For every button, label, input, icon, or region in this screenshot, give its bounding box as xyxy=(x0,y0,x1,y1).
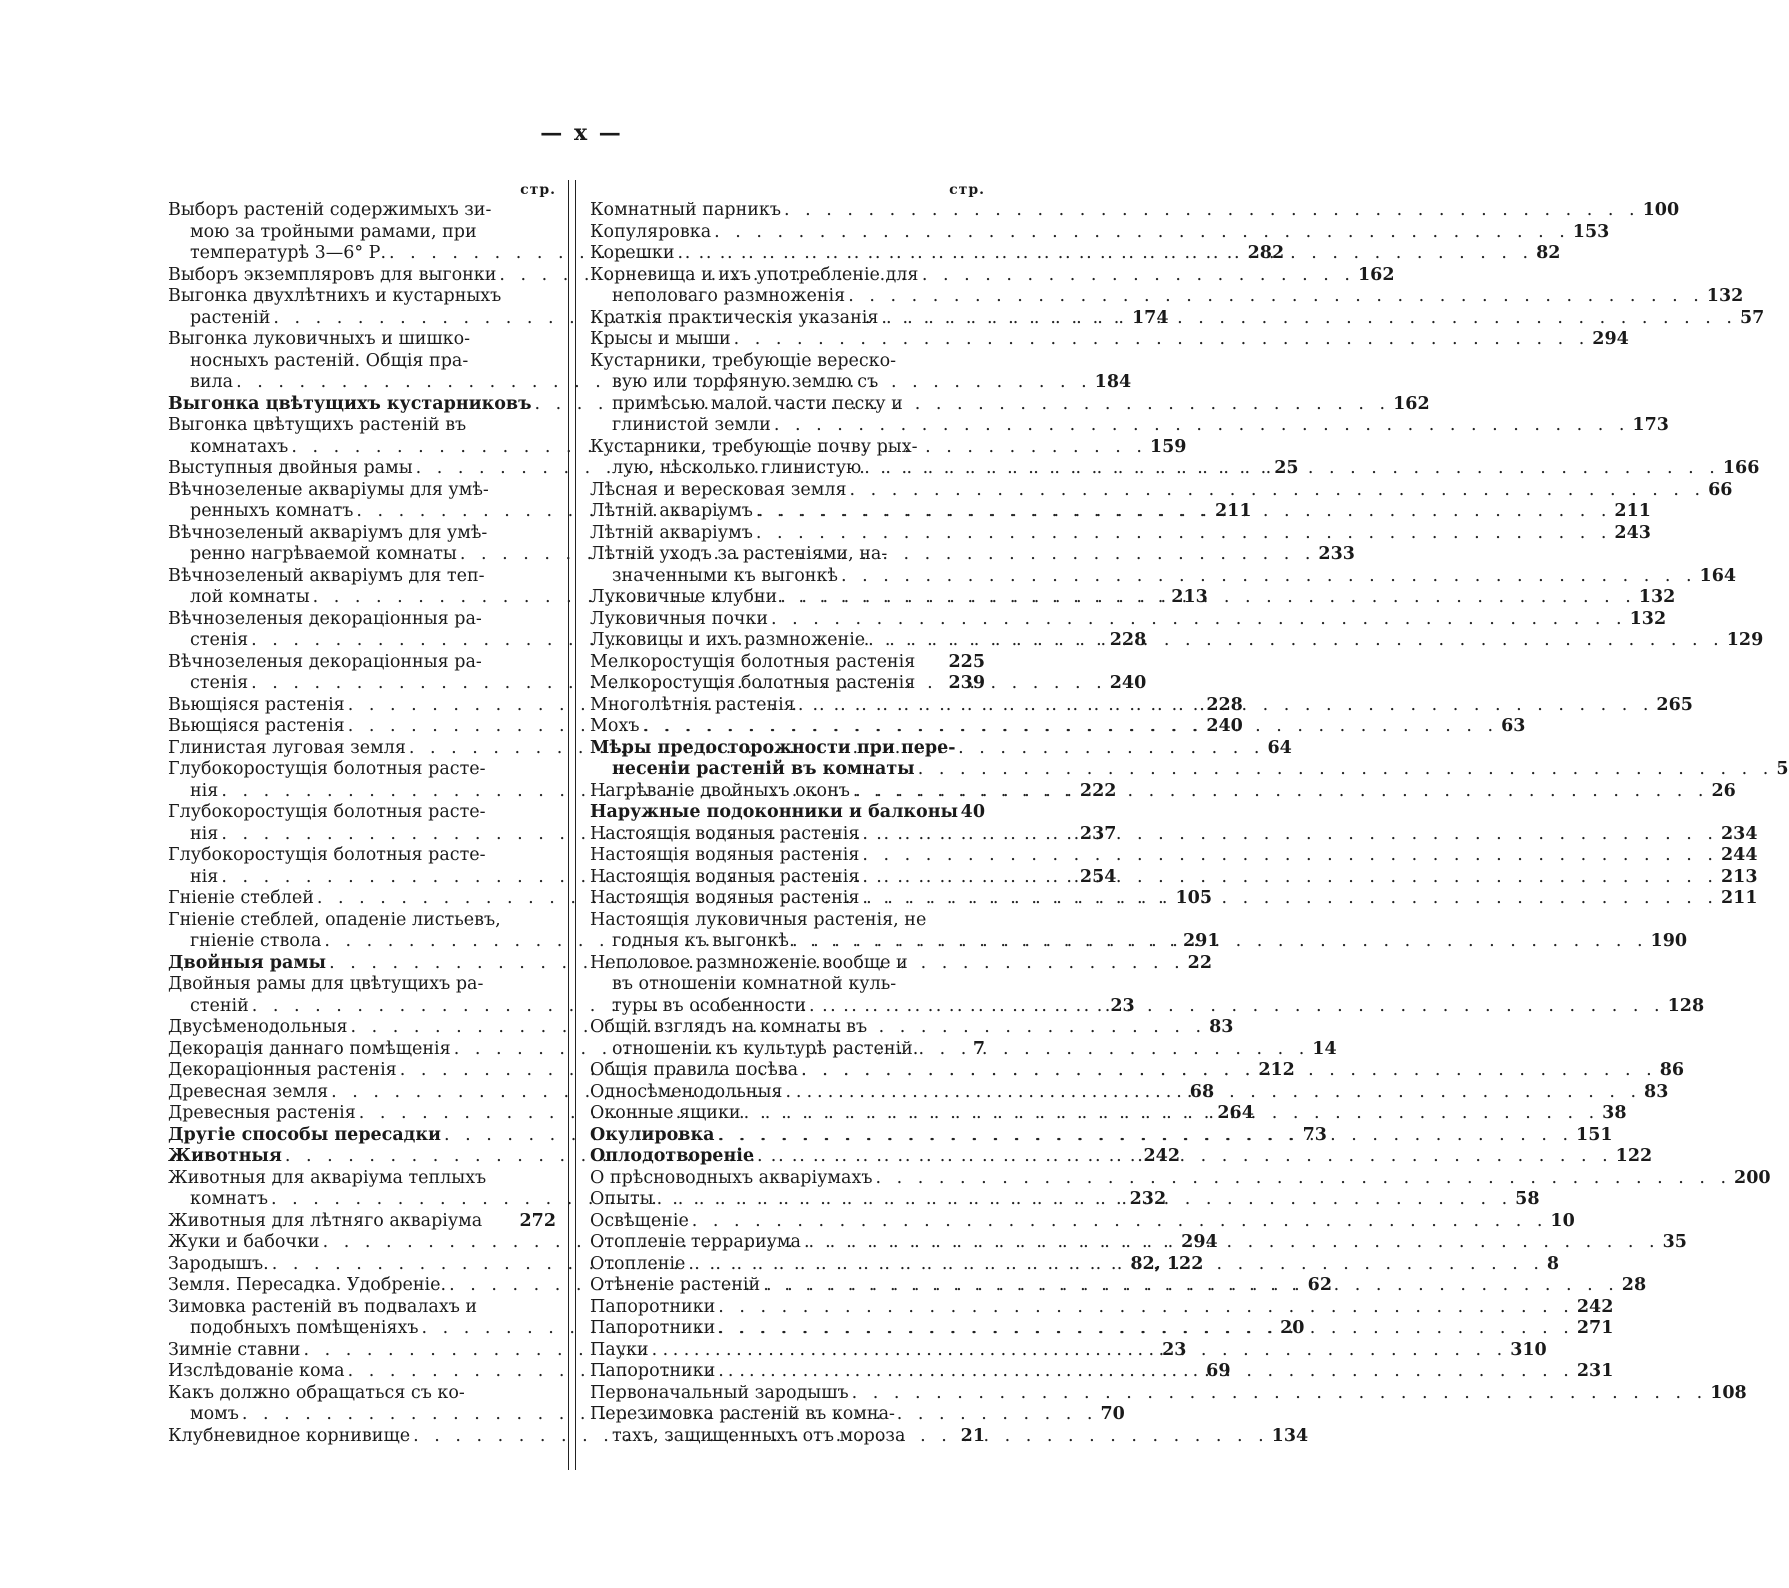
entry-text: Папоротники xyxy=(590,1318,716,1338)
entry-text: Луковичные клубни xyxy=(590,587,778,607)
entry-text: ренно нагрѣваемой комнаты xyxy=(190,544,457,564)
entry-page-number: 240 xyxy=(1109,673,1147,693)
entry-text: Освѣщеніе xyxy=(590,1210,689,1231)
entry-text: Зимніе ставни xyxy=(168,1339,301,1360)
dot-leader xyxy=(878,308,1740,330)
entry-text: несеніи растеній въ комнаты xyxy=(612,759,915,779)
index-entry xyxy=(590,845,1758,867)
entry-page-number: 28 xyxy=(1621,1275,1647,1295)
entry-page-number: 151 xyxy=(1576,1124,1613,1145)
entry-page-number: 190 xyxy=(1650,931,1688,951)
entry-text: вую или торфяную землю съ xyxy=(612,372,879,392)
dot-leader xyxy=(771,415,1633,437)
entry-text: Наружные подоконники и балконы xyxy=(590,802,959,822)
entry-text: Двойныя рамы для цвѣтущихъ ра- xyxy=(168,974,484,994)
entry-text: Глубокоростущія болотныя расте- xyxy=(168,802,486,822)
entry-page-number: 23 xyxy=(1110,995,1135,1016)
entry-text: отношеніи къ культурѣ растеній. xyxy=(612,1038,919,1059)
dot-leader xyxy=(789,931,1651,953)
dot-leader xyxy=(850,781,1712,803)
entry-page-number: 153 xyxy=(1572,221,1610,242)
entry-text: туры въ особенности xyxy=(612,995,806,1016)
dot-leader xyxy=(639,716,1501,738)
entry-page-number: 211 xyxy=(1214,501,1252,521)
entry-text: Настоящія водяныя растенія xyxy=(590,823,860,844)
entry-text: лой комнаты xyxy=(190,587,310,607)
entry-text: Вѣчнозеленые акваріумы для умѣ- xyxy=(168,479,489,500)
entry-page-number: 14 xyxy=(1312,1038,1337,1059)
entry-text: нія xyxy=(190,780,219,801)
entry-text: Древесныя растенія xyxy=(168,1103,356,1123)
dot-leader xyxy=(760,1275,1622,1297)
index-entry xyxy=(590,1210,1575,1233)
entry-text: Оконные ящики xyxy=(590,1103,741,1123)
dot-leader xyxy=(715,1318,1577,1340)
entry-text: неполоваго размноженія xyxy=(612,286,846,306)
entry-text: тахъ, защищенныхъ отъ мороза xyxy=(612,1425,906,1446)
entry-text: Зародышъ. xyxy=(168,1253,269,1274)
entry-text: Клубневидное корнивище xyxy=(168,1425,411,1446)
entry-page-number: 225 xyxy=(948,651,985,672)
entry-text: гніеніе ствола xyxy=(190,931,322,951)
index-entry xyxy=(590,1404,985,1447)
entry-text: Вѣчнозеленыя декораціонныя ра- xyxy=(168,608,482,629)
entry-text: Кустарники, требующіе почву рых- xyxy=(590,436,918,457)
index-entry xyxy=(590,200,1680,222)
page-number: — x — xyxy=(540,120,623,146)
entry-text: Отопленіе террариума xyxy=(590,1232,801,1252)
entry-text: Первоначальный зародышъ xyxy=(590,1382,849,1403)
entry-page-number: 69 xyxy=(1206,1361,1231,1381)
dot-leader xyxy=(806,996,1668,1018)
entry-page-number: 162 xyxy=(1393,393,1430,414)
entry-page-number: 294 xyxy=(1592,329,1629,349)
entry-page-number: 271 xyxy=(1576,1318,1614,1338)
entry-text: Двойныя рамы xyxy=(168,952,327,973)
entry-text: Неполовое размноженіе вообще и xyxy=(590,952,908,973)
entry-text: Отопленіе xyxy=(590,1253,686,1274)
entry-text: Общій взглядъ на комнаты въ xyxy=(590,1017,868,1037)
entry-text: Какъ должно обращаться съ ко- xyxy=(168,1382,465,1403)
entry-text: Выступныя двойныя рамы xyxy=(168,458,413,478)
entry-text: Вѣчнозеленый акваріумъ для умѣ- xyxy=(168,522,488,543)
dot-leader xyxy=(754,1146,1616,1168)
entry-text: Кустарники, требующіе вереско- xyxy=(590,350,897,371)
entry-text: Корешки xyxy=(590,243,675,263)
entry-page-number: 68 xyxy=(1189,1081,1215,1102)
entry-page-number: 134 xyxy=(1271,1425,1309,1446)
entry-text: Опыты xyxy=(590,1189,654,1209)
entry-text: Животныя для лѣтняго акваріума xyxy=(168,1210,483,1231)
entry-page-number: 265 xyxy=(1656,694,1693,715)
entry-page-number: 291 xyxy=(1182,931,1220,951)
entry-page-number: 40 xyxy=(960,802,985,822)
entry-text: температурѣ 3—6° Р. xyxy=(190,243,387,263)
index-entry xyxy=(590,329,1629,351)
entry-text: Вьющіяся растенія xyxy=(168,716,345,736)
entry-text: Гніеніе стеблей, опаденіе листьевъ, xyxy=(168,909,501,930)
dot-leader xyxy=(801,1232,1663,1254)
dot-leader xyxy=(753,523,1615,545)
entry-text: Корневища и ихъ употребленіе для xyxy=(590,264,919,285)
entry-page-number: 164 xyxy=(1699,565,1737,586)
entry-page-number: 213 xyxy=(1171,587,1208,607)
entry-page-number: 129 xyxy=(1726,630,1764,650)
entry-text: стенія xyxy=(190,630,249,650)
entry-page-number: 228 xyxy=(1109,630,1147,650)
entry-page-number: 242 xyxy=(1576,1296,1614,1317)
entry-page-number: 58 xyxy=(1515,1189,1540,1209)
entry-text: носныхъ растеній. Общія пра- xyxy=(190,350,469,371)
entry-page-number: 108 xyxy=(1710,1382,1747,1403)
entry-page-number: 128 xyxy=(1667,995,1705,1016)
entry-page-number: 264 xyxy=(1217,1103,1254,1123)
dot-leader xyxy=(798,1060,1660,1082)
dot-leader xyxy=(861,458,1723,480)
entry-text: Выборъ растеній содержимыхъ зи- xyxy=(168,200,492,220)
entry-text: Крысы и мыши xyxy=(590,329,731,349)
entry-page-number: 26 xyxy=(1711,780,1736,801)
entry-text: Вѣчнозеленыя декораціонныя ра- xyxy=(168,651,482,672)
entry-text: Оплодотвореніе xyxy=(590,1146,755,1166)
entry-text: Мохъ xyxy=(590,716,640,736)
entry-text: подобныхъ помѣщеніяхъ xyxy=(190,1318,419,1338)
index-entry xyxy=(590,501,1651,523)
dot-leader xyxy=(768,609,1630,631)
entry-page-number: 282 xyxy=(1247,243,1285,263)
entry-text: нія xyxy=(190,866,219,887)
entry-text: растеній xyxy=(190,307,271,328)
entry-page-number: 174 xyxy=(1132,307,1169,328)
entry-text: Животныя для акваріума теплыхъ xyxy=(168,1167,487,1188)
entry-text: Гніеніе стеблей xyxy=(168,888,314,908)
entry-text: Выборъ экземпляровъ для выгонки xyxy=(168,264,497,285)
entry-page-number: 21 xyxy=(960,1425,985,1446)
index-entry xyxy=(590,522,1651,545)
entry-text: Настоящія водяныя растенія xyxy=(590,866,860,887)
dot-leader xyxy=(849,1383,1711,1405)
entry-text: Папоротники xyxy=(590,1361,716,1381)
index-entry xyxy=(590,802,985,824)
entry-page-number: 231 xyxy=(1576,1361,1614,1381)
entry-page-number: 122 xyxy=(1615,1146,1653,1166)
entry-text: Односѣменодольныя xyxy=(590,1081,783,1102)
dot-leader xyxy=(795,695,1657,717)
entry-text: Выгонка цвѣтущихъ растеній въ xyxy=(168,415,467,435)
entry-text: Выгонка двухлѣтнихъ и кустарныхъ xyxy=(168,286,502,306)
entry-text: лую, нѣсколько глинистую xyxy=(612,458,862,478)
dot-leader xyxy=(859,845,1721,867)
index-entry xyxy=(590,221,1610,244)
page-column-header: стр. xyxy=(520,182,556,198)
entry-page-number: 254 xyxy=(1079,866,1117,887)
entry-page-number: 35 xyxy=(1662,1232,1687,1252)
entry-text: ренныхъ комнатъ xyxy=(190,501,354,521)
dot-leader xyxy=(731,329,1593,351)
index-entry xyxy=(168,1211,556,1233)
entry-text: глинистой земли xyxy=(612,415,771,435)
entry-page-number: 7 xyxy=(972,1038,985,1059)
entry-page-number: 105 xyxy=(1175,888,1213,908)
entry-text: комнатахъ xyxy=(190,436,289,457)
entry-text: Двусѣменодольныя xyxy=(168,1017,348,1037)
entry-text: Комнатный парникъ xyxy=(590,200,781,220)
entry-text: мою за тройными рамами, при xyxy=(190,221,477,242)
entry-text: Лѣтній акваріумъ xyxy=(590,501,753,521)
entry-text: Мелкоростущія болотныя растенія xyxy=(590,673,916,693)
entry-page-number: 184 xyxy=(1094,372,1132,392)
dot-leader xyxy=(715,1361,1577,1383)
entry-page-number: 8 xyxy=(1546,1253,1560,1274)
entry-text: Луковичныя почки xyxy=(590,608,769,629)
dot-leader xyxy=(711,222,1573,244)
index-entry xyxy=(590,1382,1747,1405)
entry-page-number: 233 xyxy=(1318,544,1355,564)
entry-text: Лѣтній уходъ за растеніями, на- xyxy=(590,544,888,564)
dot-leader xyxy=(714,1125,1576,1147)
dot-leader xyxy=(845,286,1707,308)
dot-leader xyxy=(689,1211,1551,1233)
index-entry xyxy=(590,1167,1771,1190)
entry-page-number: 64 xyxy=(1267,737,1292,758)
entry-page-number: 222 xyxy=(1079,780,1117,801)
entry-text: Настоящія водяныя растенія xyxy=(590,845,860,865)
entry-page-number: 228 xyxy=(1206,694,1243,715)
entry-text: момъ xyxy=(190,1404,239,1424)
entry-page-number: 159 xyxy=(1149,436,1187,457)
entry-text: Многолѣтнія растенія xyxy=(590,694,795,715)
page-column-header: стр. xyxy=(949,182,985,198)
dot-leader xyxy=(654,1189,1516,1211)
entry-text: нія xyxy=(190,823,219,844)
entry-text: Перезимовка растеній въ комна- xyxy=(590,1404,895,1424)
dot-leader xyxy=(846,480,1708,502)
entry-page-number: 211 xyxy=(1721,888,1758,908)
entry-text: Выгонка луковичныхъ и шишко- xyxy=(168,329,471,349)
dot-leader xyxy=(782,1082,1644,1104)
entry-text: Отѣненіе растеній xyxy=(590,1275,761,1295)
entry-text: Лѣсная и вересковая земля xyxy=(590,479,847,500)
entry-page-number: 211 xyxy=(1614,501,1651,521)
entry-page-number: 20 xyxy=(1280,1318,1305,1338)
dot-leader xyxy=(649,1340,1511,1362)
entry-text: Копуляровка xyxy=(590,221,712,242)
entry-text: Жуки и бабочки xyxy=(168,1232,320,1252)
dot-leader xyxy=(872,1168,1734,1190)
entry-text: вила xyxy=(190,372,234,392)
dot-leader xyxy=(715,1297,1577,1319)
entry-page-number: 83 xyxy=(1209,1017,1234,1037)
entry-text: значенными къ выгонкѣ xyxy=(612,565,838,586)
entry-page-number: 63 xyxy=(1501,716,1526,736)
entry-text: Краткія практическія указанія xyxy=(590,307,879,328)
entry-text: Настоящія водяныя растенія xyxy=(590,888,860,908)
dot-leader xyxy=(915,759,1777,781)
entry-text: Другіе способы пересадки xyxy=(168,1124,441,1145)
entry-text: комнатъ xyxy=(190,1189,268,1209)
entry-page-number: 132 xyxy=(1706,286,1744,306)
entry-page-number: 237 xyxy=(1079,823,1117,844)
entry-text: Земля. Пересадка. Удобреніе. xyxy=(168,1275,447,1295)
entry-page-number: 86 xyxy=(1659,1060,1685,1080)
entry-page-number: 234 xyxy=(1721,823,1758,844)
entry-text: Лѣтній акваріумъ xyxy=(590,522,753,543)
entry-text: Пауки xyxy=(590,1339,649,1360)
dot-leader xyxy=(777,587,1639,609)
entry-page-number: 166 xyxy=(1722,458,1760,478)
index-entry xyxy=(590,479,1733,502)
index-entry xyxy=(590,608,1667,631)
entry-page-number: 213 xyxy=(1721,866,1758,887)
entry-page-number: 244 xyxy=(1721,845,1758,865)
entry-page-number: 38 xyxy=(1602,1103,1627,1123)
entry-text: Папоротники xyxy=(590,1296,716,1317)
entry-page-number: 82 xyxy=(1536,243,1561,263)
entry-page-number: 23 xyxy=(1162,1339,1187,1360)
entry-text: Окулировка xyxy=(590,1124,715,1145)
entry-text: Мелкоростущія болотныя растенія xyxy=(590,651,916,672)
entry-page-number: 5 xyxy=(1776,759,1789,779)
entry-page-number: 70 xyxy=(1100,1404,1125,1424)
entry-text: стеній xyxy=(190,995,249,1016)
index-entry xyxy=(590,1017,985,1060)
entry-text: Декораціонныя растенія xyxy=(168,1060,397,1080)
entry-text: Выгонка цвѣтущихъ кустарниковъ xyxy=(168,393,532,414)
entry-text: Древесная земля xyxy=(168,1081,329,1102)
entry-page-number: 272 xyxy=(519,1210,556,1231)
entry-page-number: 132 xyxy=(1629,608,1667,629)
dot-leader xyxy=(753,501,1615,523)
entry-page-number: 212 xyxy=(1258,1060,1295,1080)
entry-text: примѣсью малой части песку и xyxy=(612,393,903,414)
dot-leader xyxy=(859,888,1721,910)
entry-page-number: 22 xyxy=(1187,952,1213,973)
entry-text: Настоящія луковичныя растенія, не xyxy=(590,909,927,930)
entry-page-number: 200 xyxy=(1734,1167,1771,1188)
entry-text: Луковицы и ихъ размноженіе xyxy=(590,630,866,650)
dot-leader xyxy=(741,1103,1603,1125)
dot-leader xyxy=(859,867,1721,889)
entry-text: О прѣсноводныхъ акваріумахъ xyxy=(590,1167,873,1188)
entry-page-number: 62 xyxy=(1307,1275,1333,1295)
dot-leader xyxy=(685,1254,1547,1276)
dot-leader xyxy=(838,566,1700,588)
entry-text: Глубокоростущія болотныя расте- xyxy=(168,759,486,779)
entry-page-number: 82, 122 xyxy=(1130,1253,1204,1274)
entry-page-number: 310 xyxy=(1510,1339,1547,1360)
entry-page-number: 100 xyxy=(1642,200,1680,220)
entry-page-number: 243 xyxy=(1614,522,1651,543)
index-entry xyxy=(590,1296,1614,1319)
entry-page-number: 73 xyxy=(1302,1124,1327,1145)
entry-page-number: 240 xyxy=(1206,716,1243,736)
entry-page-number: 242 xyxy=(1143,1146,1181,1166)
entry-page-number: 10 xyxy=(1550,1210,1575,1231)
entry-page-number: 66 xyxy=(1708,479,1733,500)
entry-page-number: 83 xyxy=(1644,1081,1669,1102)
index-entry xyxy=(590,652,985,674)
entry-text: Декорація даннаго помѣщенія xyxy=(168,1038,451,1059)
entry-text: стенія xyxy=(190,673,249,693)
entry-text: Мѣры предосторожности при пере- xyxy=(590,737,956,758)
entry-text: Вѣчнозеленый акваріумъ для теп- xyxy=(168,565,485,586)
entry-text: Общія правила посѣва xyxy=(590,1060,799,1080)
entry-page-number: 294 xyxy=(1181,1232,1218,1252)
dot-leader xyxy=(865,630,1727,652)
dot-leader xyxy=(675,243,1537,265)
entry-text: годныя къ выгонкѣ xyxy=(612,931,789,951)
entry-page-number: 132 xyxy=(1638,587,1676,607)
entry-text: Вьющіяся растенія xyxy=(168,694,345,715)
entry-page-number: 232 xyxy=(1129,1189,1167,1209)
column-divider xyxy=(568,180,576,1470)
entry-text: Нагрѣваніе двойныхъ оконъ xyxy=(590,780,850,801)
entry-text: Животныя xyxy=(168,1146,282,1166)
entry-text: Глубокоростущія болотныя расте- xyxy=(168,845,486,865)
entry-text: Глинистая луговая земля xyxy=(168,737,406,758)
entry-page-number: 162 xyxy=(1357,264,1395,285)
entry-page-number: 239 xyxy=(948,673,985,693)
index-entry xyxy=(590,673,985,695)
entry-page-number: 57 xyxy=(1740,307,1765,328)
entry-page-number: 25 xyxy=(1274,458,1299,478)
dot-leader xyxy=(781,200,1643,222)
entry-text: Зимовка растеній въ подвалахъ и xyxy=(168,1296,478,1317)
entry-text: Изслѣдованіе кома xyxy=(168,1361,345,1381)
entry-page-number: 173 xyxy=(1632,415,1669,435)
entry-text: въ отношеніи комнатной куль- xyxy=(612,974,897,994)
dot-leader xyxy=(859,824,1721,846)
